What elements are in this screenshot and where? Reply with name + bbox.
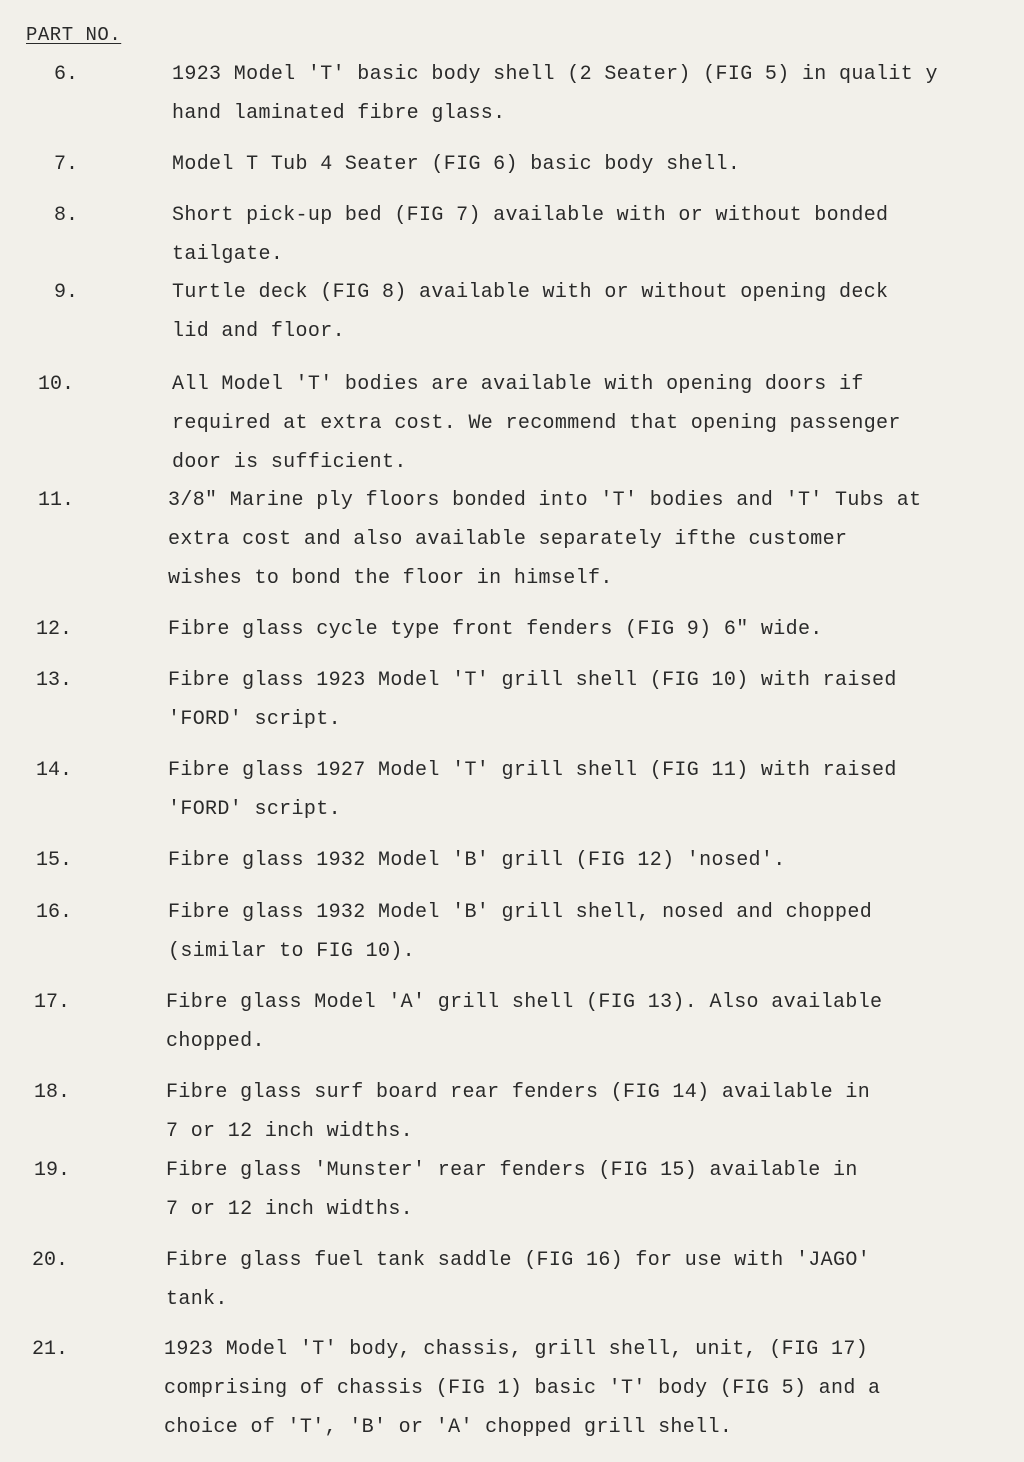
item-text: Short pick-up bed (FIG 7) available with or without bonded tailgate. xyxy=(172,204,889,266)
item-text: Model T Tub 4 Seater (FIG 6) basic body shell. xyxy=(172,153,741,176)
item-text: 1923 Model 'T' body, chassis, grill shell, unit, (FIG 17) comprising of chassis (FIG 1) basic 'T' body (FIG 5) and a choice of 'T', 'B' or 'A' chopped grill shell. xyxy=(164,1338,881,1439)
item-text: Fibre glass cycle type front fenders (FIG 9) 6" wide. xyxy=(168,618,823,641)
item-number: 12. xyxy=(36,618,73,641)
item-text: Fibre glass 1932 Model 'B' grill shell, nosed and chopped (similar to FIG 10). xyxy=(168,901,873,963)
item-text: Fibre glass 1932 Model 'B' grill (FIG 12) 'nosed'. xyxy=(168,849,786,872)
item-text: Fibre glass fuel tank saddle (FIG 16) for use with 'JAGO' tank. xyxy=(166,1249,871,1311)
item-number: 7. xyxy=(54,153,79,176)
item-number: 19. xyxy=(34,1159,71,1182)
item-number: 10. xyxy=(38,373,75,396)
item-number: 16. xyxy=(36,901,73,924)
item-number: 15. xyxy=(36,849,73,872)
item-text: All Model 'T' bodies are available with opening doors if required at extra cost. We recommend that opening passenger door is sufficient. xyxy=(172,373,901,474)
item-text: Turtle deck (FIG 8) available with or without opening deck lid and floor. xyxy=(172,281,889,343)
item-text: Fibre glass surf board rear fenders (FIG 14) available in 7 or 12 inch widths. xyxy=(166,1081,871,1143)
item-number: 18. xyxy=(34,1081,71,1104)
item-number: 6. xyxy=(54,63,79,86)
item-number: 14. xyxy=(36,759,73,782)
item-number: 17. xyxy=(34,991,71,1014)
item-number: 20. xyxy=(32,1249,69,1272)
item-text: Fibre glass 1923 Model 'T' grill shell (FIG 10) with raised 'FORD' script. xyxy=(168,669,897,731)
item-text: Fibre glass 'Munster' rear fenders (FIG 15) available in 7 or 12 inch widths. xyxy=(166,1159,858,1221)
item-text: 1923 Model 'T' basic body shell (2 Seater) (FIG 5) in qualit y hand laminated fibre glass. xyxy=(172,63,938,125)
item-text: 3/8" Marine ply floors bonded into 'T' bodies and 'T' Tubs at extra cost and also available separately ifthe customer wishes to bond the floor in himself. xyxy=(168,489,922,590)
part-no-header: PART NO. xyxy=(26,24,122,46)
item-text: Fibre glass Model 'A' grill shell (FIG 13). Also available chopped. xyxy=(166,991,883,1053)
item-number: 11. xyxy=(38,489,75,512)
item-number: 13. xyxy=(36,669,73,692)
item-number: 21. xyxy=(32,1338,69,1361)
item-number: 8. xyxy=(54,204,79,227)
item-text: Fibre glass 1927 Model 'T' grill shell (FIG 11) with raised 'FORD' script. xyxy=(168,759,897,821)
item-number: 9. xyxy=(54,281,79,304)
